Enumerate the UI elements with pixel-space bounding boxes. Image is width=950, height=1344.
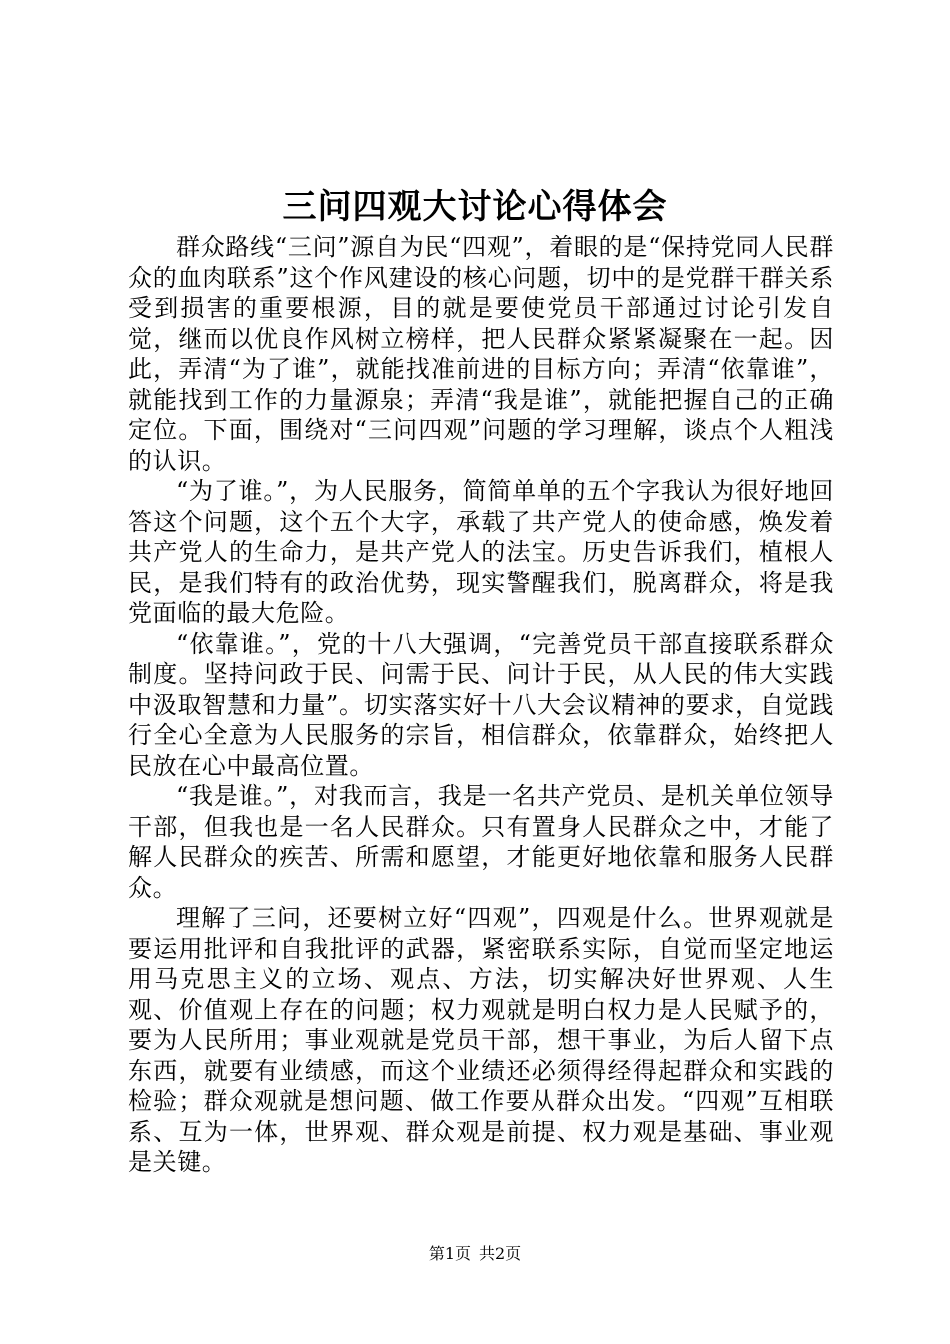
page-number-total: 共2页 [479,1244,522,1263]
paragraph-intro: 群众路线“三问”源自为民“四观”，着眼的是“保持党同人民群众的血肉联系”这个作风建设的核心问题，切中的是党群干群关系受到损害的重要根源，目的就是要使党员干部通过讨论引发自觉，继而以优良作风树立榜样，把人民群众紧紧凝聚在一起。因此，弄清“为了谁”，就能找准前进的目标方向；弄清“依靠谁”，就能找到工作的力量源泉；弄清“我是谁”，就能把握自己的正确定位。下面，围绕对“三问四观”问题的学习理解，谈点个人粗浅的认识。 [128,233,834,475]
page-number-current: 第1页 [428,1244,471,1263]
paragraph-rely-on-whom: “依靠谁。”，党的十八大强调，“完善党员干部直接联系群众制度。坚持问政于民、问需于民、问计于民，从人民的伟大实践中汲取智慧和力量”。切实落实好十八大会议精神的要求，自觉践行全心全意为人民服务的宗旨，相信群众，依靠群众，始终把人民放在心中最高位置。 [128,629,834,780]
document-body [128,232,834,1178]
paragraph-who-am-i: “我是谁。”，对我而言，我是一名共产党员、是机关单位领导干部，但我也是一名人民群众。只有置身人民群众之中，才能了解人民群众的疾苦、所需和愿望，才能更好地依靠和服务人民群众。 [128,782,834,902]
paragraph-for-whom: “为了谁。”，为人民服务，简简单单的五个字我认为很好地回答这个问题，这个五个大字，承载了共产党人的使命感，焕发着共产党人的生命力，是共产党人的法宝。历史告诉我们，植根人民，是我们特有的政治优势，现实警醒我们，脱离群众，将是我党面临的最大危险。 [128,477,834,627]
document-title: 三问四观大讨论心得体会 [282,187,668,227]
paragraph-four-views: 理解了三问，还要树立好“四观”，四观是什么。世界观就是要运用批评和自我批评的武器，紧密联系实际，自觉而坚定地运用马克思主义的立场、观点、方法，切实解决好世界观、人生观、价值观上存在的问题；权力观就是明白权力是人民赋予的，要为人民所用；事业观就是党员干部，想干事业，为后人留下点东西，就要有业绩感，而这个业绩还必须得经得起群众和实践的检验；群众观就是想问题、做工作要从群众出发。“四观”互相联系、互为一体，世界观、群众观是前提、权力观是基础、事业观是关键。 [128,904,834,1176]
page-footer [0,1242,950,1266]
